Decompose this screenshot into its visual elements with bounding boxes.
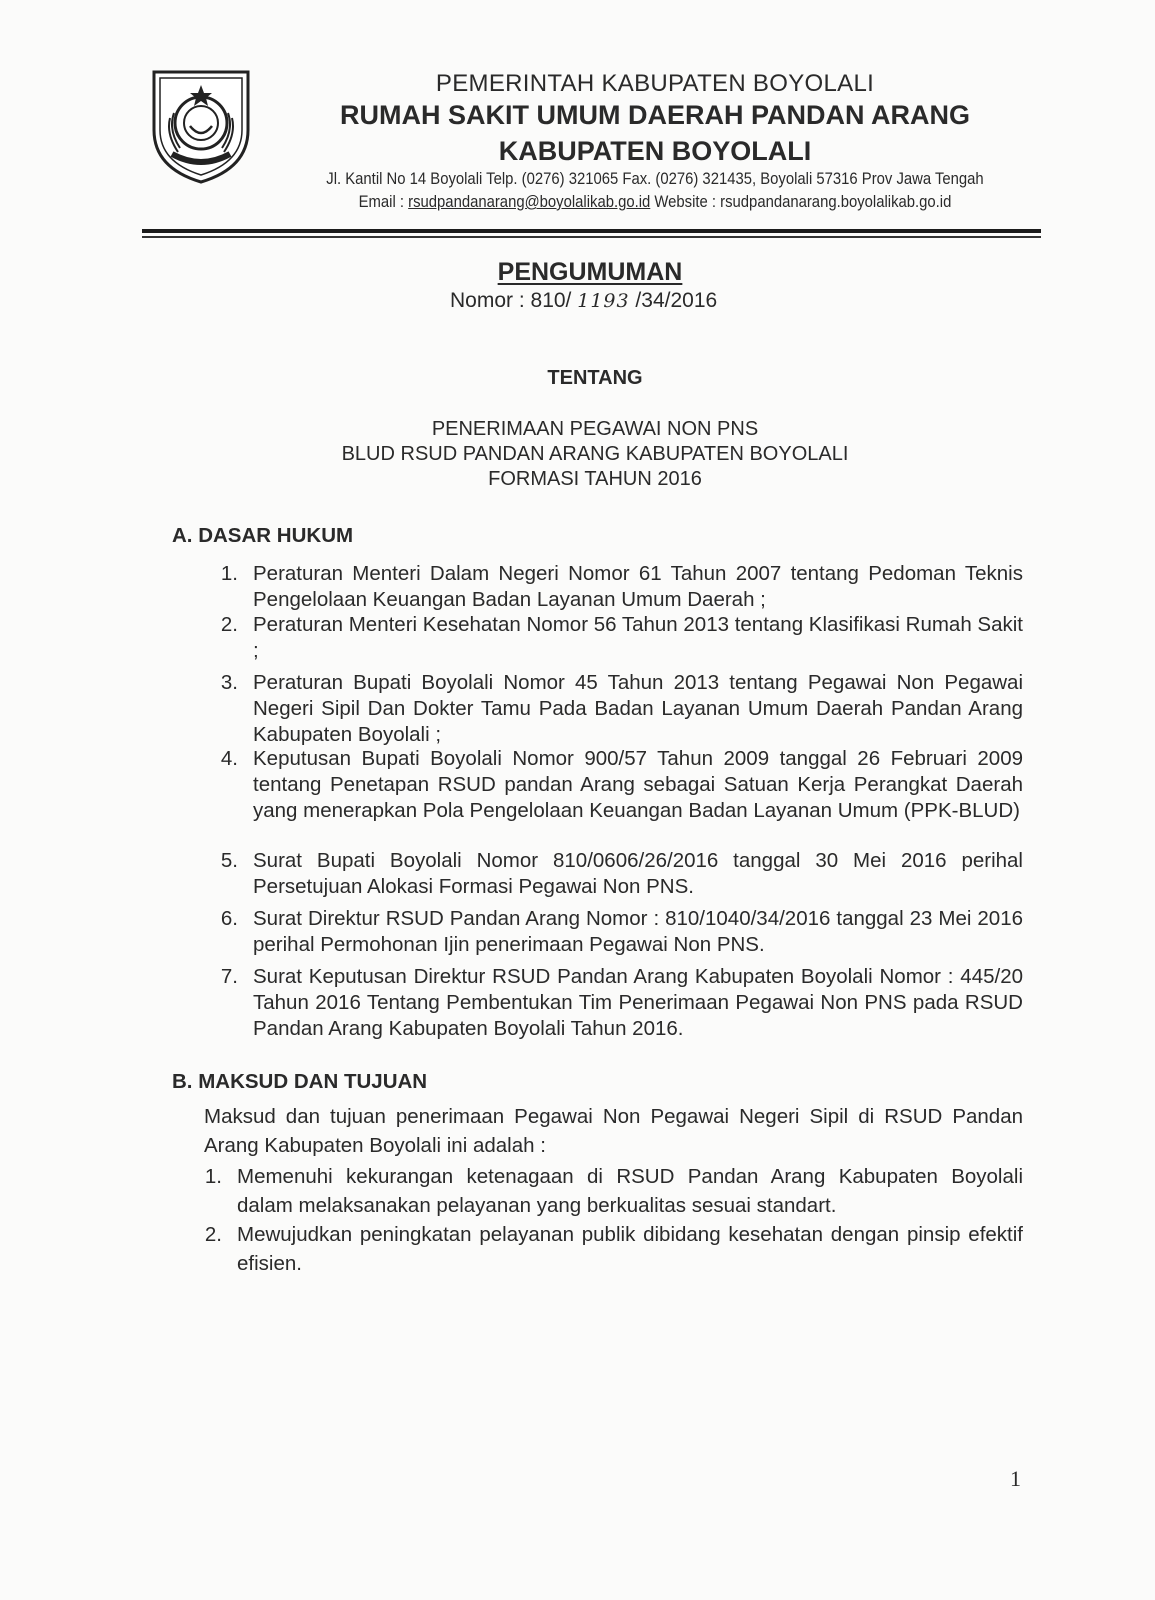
subject-line-2: BLUD RSUD PANDAN ARANG KABUPATEN BOYOLALI [341, 443, 849, 465]
legal-basis-item: 3. Peraturan Bupati Boyolali Nomor 45 Tahun 2013 tentang Pegawai Non Pegawai Negeri Sipil Dan Dokter Tamu Pada Badan Layanan Umum Daerah Pandan Arang Kabupaten Boyolali ; [220, 671, 1023, 746]
about-heading: TENTANG [547, 367, 643, 389]
announcement-number: Nomor : 810/ 1193 /34/2016 [450, 289, 718, 312]
section-b-intro: Maksud dan tujuan penerimaan Pegawai Non Pegawai Negeri Sipil di RSUD Pandan Arang Kabupaten Boyolali ini adalah : [204, 1105, 1023, 1157]
subject-line-1: PENERIMAAN PEGAWAI NON PNS [431, 418, 759, 440]
letterhead-address: Jl. Kantil No 14 Boyolali Telp. (0276) 321065 Fax. (0276) 321435, Boyolali 57316 Prov Jawa Tengah [326, 170, 984, 188]
letterhead-divider-thin [142, 236, 1041, 238]
legal-basis-item: 6. Surat Direktur RSUD Pandan Arang Nomor : 810/1040/34/2016 tanggal 23 Mei 2016 perihal Permohonan Ijin penerimaan Pegawai Non PNS. [220, 907, 1023, 956]
email-link[interactable]: rsudpandanarang@boyolalikab.go.id [408, 193, 651, 211]
purpose-item: 1. Memenuhi kekurangan ketenagaan di RSUD Pandan Arang Kabupaten Boyolali dalam melaksanakan pelayanan yang berkualitas sesuai standart. [204, 1165, 1023, 1217]
section-b-heading: B. MAKSUD DAN TUJUAN [172, 1070, 428, 1093]
section-a-heading: A. DASAR HUKUM [172, 524, 354, 547]
email-label: Email : [358, 193, 409, 211]
handwritten-number: 1193 [577, 290, 630, 312]
website-text: Website : rsudpandanarang.boyolalikab.go.id [650, 193, 952, 211]
letterhead-contact [309, 193, 1002, 212]
announcement-title: PENGUMUMAN [497, 258, 683, 286]
legal-basis-item: 4. Keputusan Bupati Boyolali Nomor 900/57 Tahun 2009 tanggal 26 Februari 2009 tentang Penetapan RSUD pandan Arang sebagai Satuan Kerja Perangkat Daerah yang menerapkan Pola Pengelolaan Keuangan Badan Layanan Umum (PPK-BLUD) [220, 747, 1023, 822]
legal-basis-item: 1. Peraturan Menteri Dalam Negeri Nomor 61 Tahun 2007 tentang Pedoman Teknis Pengelolaan Keuangan Badan Layanan Umum Daerah ; [220, 562, 1023, 611]
subject-line-3: FORMASI TAHUN 2016 [488, 468, 702, 490]
page-number: 1 [1010, 1466, 1021, 1491]
letterhead-hospital-name: RUMAH SAKIT UMUM DAERAH PANDAN ARANG [340, 100, 970, 130]
letterhead-divider-thick [142, 229, 1041, 233]
letterhead-regency: KABUPATEN BOYOLALI [498, 136, 812, 166]
letterhead-government: PEMERINTAH KABUPATEN BOYOLALI [435, 70, 875, 97]
legal-basis-item: 5. Surat Bupati Boyolali Nomor 810/0606/26/2016 tanggal 30 Mei 2016 perihal Persetujuan Alokasi Formasi Pegawai Non PNS. [220, 849, 1023, 898]
legal-basis-item: 7. Surat Keputusan Direktur RSUD Pandan Arang Kabupaten Boyolali Nomor : 445/20 Tahun 2016 Tentang Pembentukan Tim Penerimaan Pegawai Non PNS pada RSUD Pandan Arang Kabupaten Boyolali Tahun 2016. [220, 965, 1023, 1040]
legal-basis-item: 2. Peraturan Menteri Kesehatan Nomor 56 Tahun 2013 tentang Klasifikasi Rumah Sakit ; [220, 613, 1023, 662]
regency-seal-logo [150, 68, 252, 186]
purpose-item: 2. Mewujudkan peningkatan pelayanan publik dibidang kesehatan dengan pinsip efektif efisien. [204, 1223, 1023, 1275]
